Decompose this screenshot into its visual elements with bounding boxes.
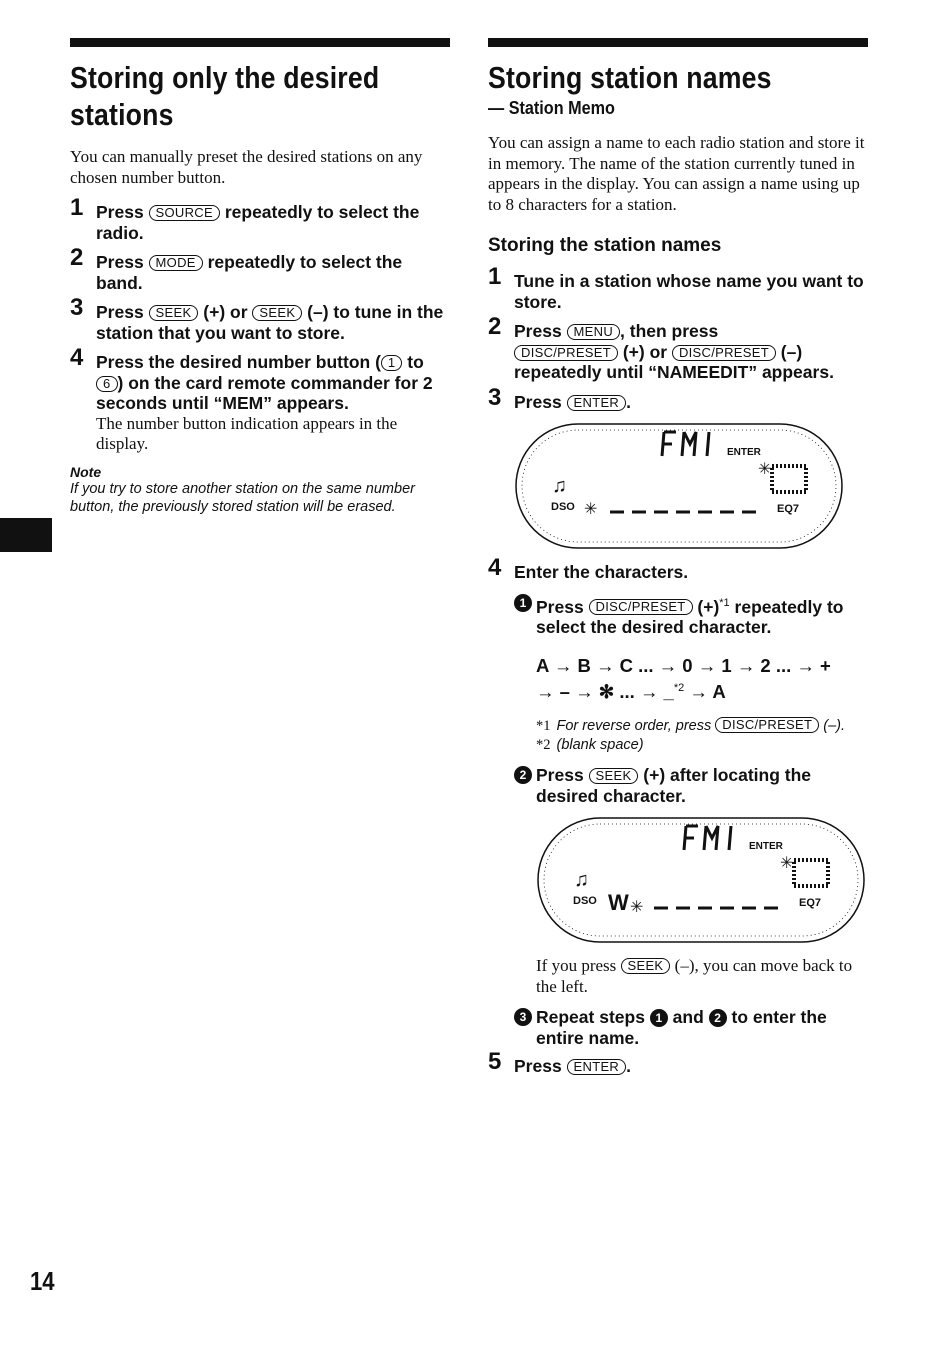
enter-key: ENTER bbox=[567, 1059, 627, 1075]
seek-key: SEEK bbox=[149, 305, 199, 321]
substep-1: 1 Press DISC/PRESET $(+)^{*1}$ repeatedly to select the desired character. bbox=[514, 593, 868, 638]
note-text: If you try to store another station on the same number button, the previously stored station will be erased. bbox=[70, 480, 415, 515]
dso-indicator: DSO bbox=[573, 895, 597, 908]
right-column bbox=[488, 38, 868, 1086]
left-step-2: 2 Press MODE repeatedly to select the band. bbox=[70, 244, 403, 293]
left-title: Storing only the desired stations bbox=[70, 60, 380, 132]
number-6-key: 6 bbox=[96, 376, 118, 392]
note-title: Note bbox=[70, 463, 102, 480]
cursor-blink-icon: ✳ bbox=[758, 461, 772, 478]
right-step-2: 2 Press MENU , then press DISC/PRESET (+) or DISC/PRESET (–) repeatedly until “NAMEEDIT” appears. bbox=[488, 313, 834, 382]
disc-icon: ♫ bbox=[574, 869, 589, 892]
left-step-3: 3 Press SEEK (+) or SEEK (–) to tune in the station that you want to store. bbox=[70, 294, 444, 343]
left-step-1: 1 Press SOURCE repeatedly to select the radio. bbox=[70, 194, 420, 243]
right-intro: You can assign a name to each radio station and store it in memory. The name of the station currently tuned in appears in the display. You can assign a name using up to 8 characters for a station. bbox=[488, 133, 865, 214]
seek-key: SEEK bbox=[252, 305, 302, 321]
footnote-1: *1 For reverse order, press DISC/PRESET (–). bbox=[536, 717, 846, 735]
substep-3: 3 Repeat steps 1 and 2 to enter the entire name. bbox=[514, 1007, 868, 1048]
disc-icon: ♫ bbox=[552, 475, 567, 497]
cursor-blink-icon: ✳ bbox=[584, 501, 598, 518]
section-rule bbox=[70, 38, 450, 47]
procedure-heading: Storing the station names bbox=[488, 235, 722, 256]
left-column bbox=[70, 38, 450, 516]
right-step-5: 5 Press ENTER . bbox=[488, 1048, 631, 1077]
eq-indicator: EQ7 bbox=[777, 503, 800, 515]
seek-key: SEEK bbox=[621, 958, 671, 974]
section-tab bbox=[0, 518, 52, 552]
right-step-4: 4 Enter the characters. bbox=[488, 554, 689, 582]
number-1-key: 1 bbox=[381, 355, 403, 371]
seek-key: SEEK bbox=[589, 768, 639, 784]
move-back-note: If you press SEEK (–), you can move back to the left. bbox=[536, 956, 853, 996]
disc-preset-key: DISC/PRESET bbox=[589, 599, 693, 615]
lcd-display-illustration bbox=[536, 816, 866, 946]
disc-preset-key: DISC/PRESET bbox=[514, 345, 618, 361]
right-step-3: 3 Press ENTER . bbox=[488, 383, 631, 412]
character-sequence: A → B → C ... → 0 → 1 → 2 ... → + → – → ✻ ... → _$^{*2}$ → A bbox=[536, 655, 831, 703]
right-subtitle: — Station Memo bbox=[488, 98, 615, 118]
mode-key: MODE bbox=[149, 255, 203, 271]
menu-key: MENU bbox=[567, 324, 620, 340]
substep-2: 2 Press SEEK (+) after locating the desired character. bbox=[514, 765, 868, 806]
right-step-1: 1 Tune in a station whose name you want to store. bbox=[488, 263, 864, 312]
entered-character: W bbox=[608, 890, 629, 916]
cursor-blink-icon: ✳ bbox=[780, 855, 794, 873]
disc-preset-key: DISC/PRESET bbox=[672, 345, 776, 361]
step-description: The number button indication appears in the display. bbox=[96, 413, 398, 453]
left-intro: You can manually preset the desired stations on any chosen number button. bbox=[70, 147, 423, 187]
enter-indicator: ENTER bbox=[727, 447, 761, 458]
lcd-display-illustration bbox=[514, 422, 844, 552]
eq-indicator: EQ7 bbox=[799, 897, 822, 910]
left-step-4: 4 Press the desired number button ( 1 to 6 ) on the card remote commander for 2 seconds until “MEM” appears. The number button indication appears in the display. bbox=[70, 352, 450, 455]
cursor-blink-icon: ✳ bbox=[630, 899, 644, 917]
band-text: FM1 bbox=[664, 456, 666, 457]
enter-key: ENTER bbox=[567, 395, 627, 411]
page-number: 14 bbox=[30, 1266, 55, 1296]
section-rule bbox=[488, 38, 868, 47]
disc-preset-key: DISC/PRESET bbox=[715, 717, 819, 733]
dso-indicator: DSO bbox=[551, 501, 575, 513]
footnote-2: *2 (blank space) bbox=[536, 737, 644, 754]
source-key: SOURCE bbox=[149, 205, 220, 221]
right-title: Storing station names bbox=[488, 60, 772, 95]
enter-indicator: ENTER bbox=[749, 841, 783, 853]
